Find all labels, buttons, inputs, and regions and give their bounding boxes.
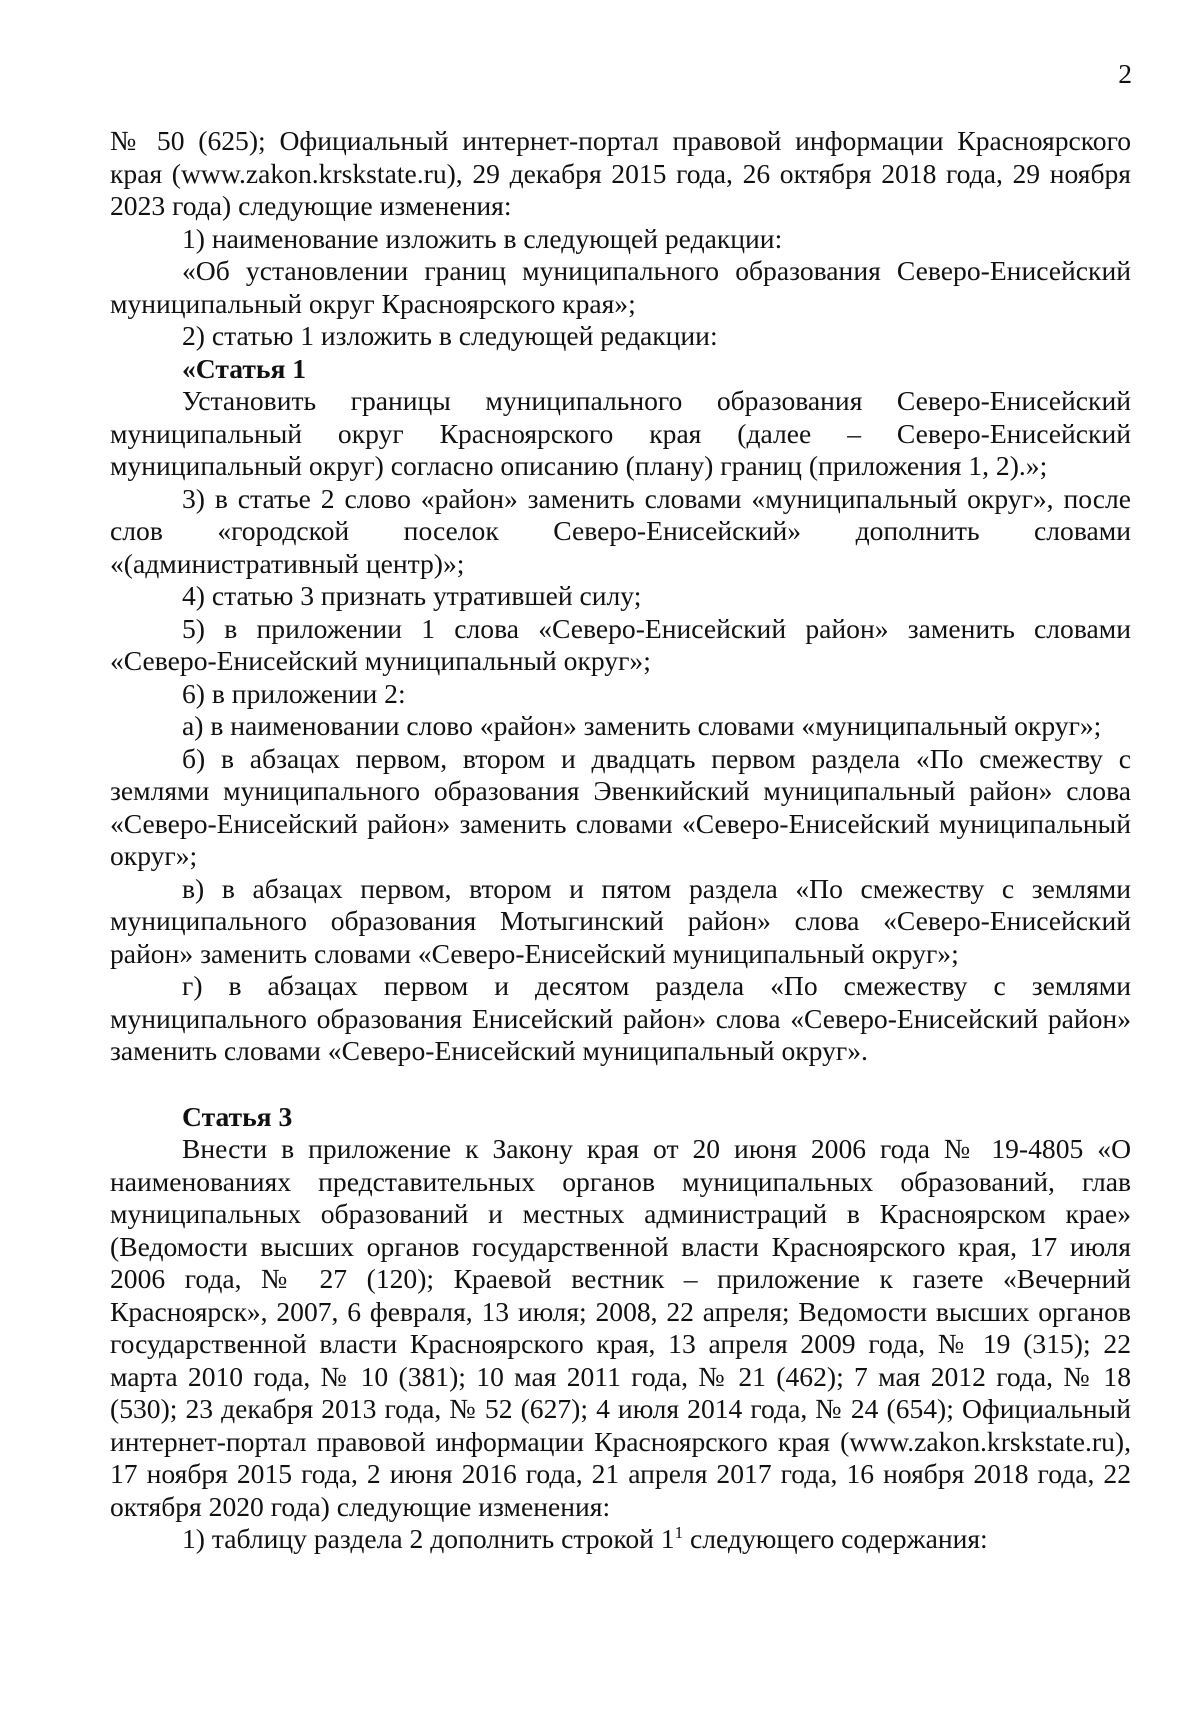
table-amendment-ending: следующего содержания: (683, 1523, 988, 1554)
amendment-item-5: 5) в приложении 1 слова «Северо-Енисейский район» заменить словами «Северо-Енисейский муниципальный округ»; (110, 612, 1131, 676)
article-3-text: Внести в приложение к Закону края от 20 июня 2006 года № 19-4805 «О наименованиях представительных органов муниципальных образований, глав муниципальных образований и местных администраций в Красноярском крае» (Ведомости высших органов государственной власти Красноярского края, 17 июля 2006 года, № 27 (120); Краевой вестник – приложение к газете «Вечерний Красноярск», 2007, 6 февраля, 13 июля; 2008, 22 апреля; Ведомости высших органов государственной власти Красноярского края, 13 апреля 2009 года, № 19 (315); 22 марта 2010 года, № 10 (381); 10 мая 2011 года, № 21 (462); 7 мая 2012 года, № 18 (530); 23 декабря 2013 года, № 52 (627); 4 июля 2014 года, № 24 (654); Официальный интернет-портал правовой информации Красноярского края (www.zakon.krskstate.ru), 17 ноября 2015 года, 2 июня 2016 года, 21 апреля 2017 года, 16 ноября 2018 года, 22 октября 2020 года) следующие изменения: (110, 1133, 1131, 1522)
table-amendment-item (110, 1523, 1131, 1556)
subitem-a: а) в наименовании слово «район» заменить словами «муниципальный округ»; (182, 710, 1102, 741)
page-number: 2 (1118, 58, 1132, 89)
table-amendment-text: 1) таблицу раздела 2 дополнить строкой 1 (182, 1523, 675, 1554)
paragraph-continuation: № 50 (625); Официальный интернет-портал правовой информации Красноярского края (www.zakon.krskstate.ru), 29 декабря 2015 года, 26 октября 2018 года, 29 ноября 2023 года) следующие изменения: (110, 125, 1131, 221)
quoted-article-text: Установить границы муниципального образования Северо-Енисейский муниципальный округ Красноярского края (далее – Северо-Енисейский муниципальный округ) согласно описанию (плану) границ (приложения 1, 2).»; (110, 385, 1131, 481)
subitem-b: б) в абзацах первом, втором и двадцать первом раздела «По смежеству с землями муниципального образования Эвенкийский муниципальный район» слова «Северо-Енисейский район» заменить словами «Северо-Енисейский муниципальный округ»; (110, 742, 1131, 871)
subitem-v: в) в абзацах первом, втором и пятом раздела «По смежеству с землями муниципального образования Мотыгинский район» слова «Северо-Енисейский район» заменить словами «Северо-Енисейский муниципальный округ»; (110, 872, 1131, 969)
article-3-heading: Статья 3 (182, 1100, 293, 1132)
document-body (110, 125, 1131, 1556)
quoted-article-heading: «Статья 1 (182, 352, 307, 384)
row-superscript: 1 (674, 1522, 684, 1542)
amendment-item-3: 3) в статье 2 слово «район» заменить словами «муниципальный округ», после слов «городской поселок Северо-Енисейский» дополнить словами «(административный центр)»; (110, 482, 1131, 579)
new-title-text: «Об установлении границ муниципального образования Северо-Енисейский муниципальный округ Красноярского края»; (110, 255, 1131, 319)
amendment-item-1: 1) наименование изложить в следующей редакции: (182, 222, 783, 254)
amendment-item-4: 4) статью 3 признать утратившей силу; (182, 580, 642, 611)
amendment-item-2: 2) статью 1 изложить в следующей редакции: (182, 320, 718, 351)
amendment-item-6: 6) в приложении 2: (182, 677, 406, 709)
subitem-g: г) в абзацах первом и десятом раздела «По смежеству с землями муниципального образования Енисейский район» слова «Северо-Енисейский район» заменить словами «Северо-Енисейский муниципальный округ». (110, 970, 1131, 1066)
